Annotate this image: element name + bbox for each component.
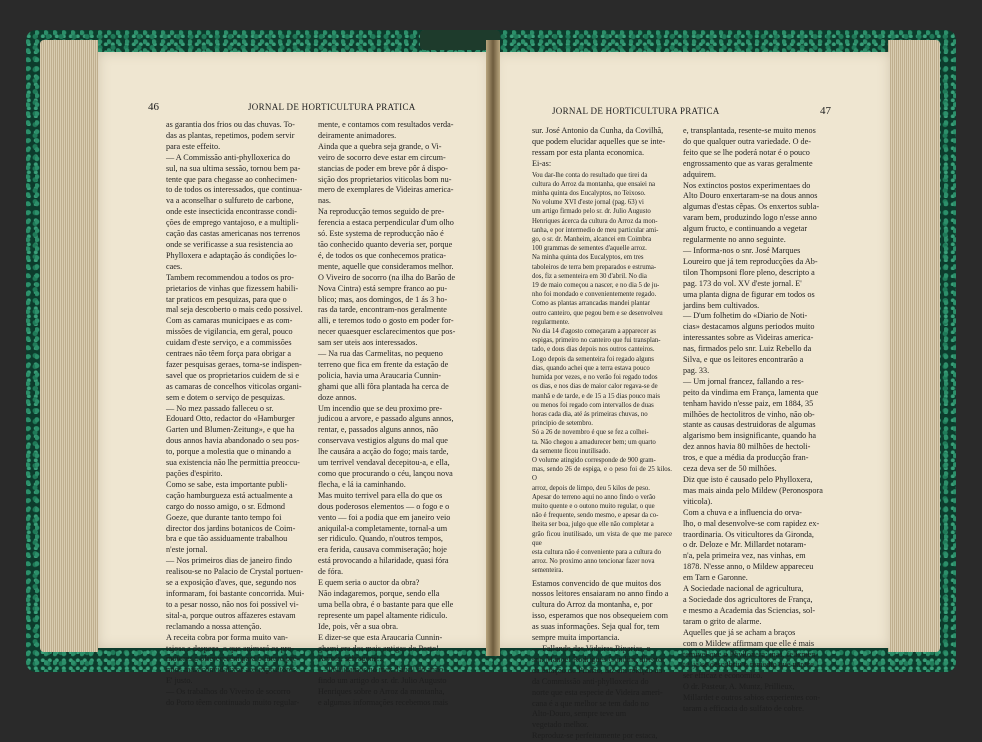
- text-line: nho foi mondado e convenientemente regado.: [532, 291, 657, 299]
- text-line: fazer pesquisas geraes, torna-se indispen-: [166, 359, 302, 369]
- text-line: sempre muita importancia.: [532, 633, 620, 643]
- text-line: Na minha quinta dos Eucalyptos, em tres: [532, 254, 644, 262]
- text-line: Como as plantas arrancadas mandei plantar: [532, 300, 650, 308]
- text-line: Mas muito terrivel para ella do que os: [318, 490, 443, 500]
- text-line: mios mais convidativos aos expositores.: [166, 665, 298, 675]
- text-line: tanha, e por intermedio de meu particular ami-: [532, 226, 659, 234]
- text-line: mente, e contamos com resultados verda-: [318, 120, 454, 129]
- text-line: judicou a arvore, e passado alguns annos,: [318, 414, 454, 424]
- text-line: onde este insecticida encontrasse condi-: [166, 207, 297, 217]
- text-line: um terrivel vendaval decepitou-a, e ella,: [318, 458, 450, 468]
- text-line: — Informa-nos o snr. José Marques: [683, 245, 801, 255]
- text-line: dias, quando achei que a terra estava pouco: [532, 364, 650, 372]
- text-line: — A Commissão anti-phylloxerica do: [166, 152, 291, 162]
- text-line: No dia 14 d'agosto começaram a apparecer as: [532, 328, 657, 336]
- text-line: que podem elucidar aquelles que se inte-: [532, 136, 666, 146]
- text-line: jardins bem cultivados.: [683, 300, 760, 310]
- text-line: — Nos primeiros dias de janeiro findo: [166, 556, 292, 566]
- text-line: 100 grammas de sementes d'aquelle arroz.: [532, 245, 647, 253]
- text-line: va a aconselhar o sulfureto de carbone,: [166, 196, 294, 206]
- text-line: — Publicamos no mez d'abril do anno: [318, 665, 444, 675]
- text-line: Garten und Blumen-Zeitung», e que ha: [166, 425, 295, 435]
- text-line: Estamos convencido de que muitos dos: [532, 578, 661, 588]
- right-page-number: 47: [820, 105, 831, 117]
- text-line: Alto-Douro, sempre teve um: [532, 709, 627, 719]
- text-line: 1878. N'esse anno, o Mildew appareceu: [683, 562, 814, 572]
- text-line: dos, fiz a sementeira em 30 d'abril. No dia: [532, 272, 647, 280]
- text-line: das as plantas, repetimos, podem servir: [166, 130, 295, 140]
- text-line: peito da vindima em França, lamenta que: [683, 387, 819, 397]
- text-line: pag. 173 do vol. XV d'este jornal. E': [683, 278, 802, 288]
- text-line: sementeira.: [532, 567, 564, 575]
- text-line: esta cultura não é conveniente para a cultura do: [532, 548, 662, 556]
- text-line: mero de exemplares de Videiras america-: [318, 185, 454, 195]
- text-line: Aquelles que já se acham a braços: [683, 627, 796, 637]
- text-line: nas.: [318, 196, 331, 206]
- text-line: algumas d'estas cêpas. Os enxertos subla-: [683, 202, 820, 212]
- text-line: para este effeito.: [166, 141, 221, 151]
- text-line: Com a chuva e a influencia do orva-: [683, 507, 802, 517]
- text-line: savel que os proprietarios cuidem de si e: [166, 370, 300, 380]
- text-line: traordinaria. Os viticultores da Gironda,: [683, 529, 814, 539]
- text-line: sul, na sua ultima sessão, tornou bem pa-: [166, 163, 301, 173]
- text-line: te, já se descobriu o remedio que parece: [683, 660, 814, 670]
- page-edges-right: [888, 40, 940, 652]
- text-line: O dr. Pasteur, A. Muntz, Prillieux,: [683, 682, 795, 692]
- text-line: Diz que isto é causado pelo Phylloxera,: [683, 475, 813, 484]
- text-line: horas cada dia, até ás primeiras chuvas, no: [532, 410, 648, 418]
- right-running-head: JORNAL DE HORTICULTURA PRATICA: [552, 106, 720, 116]
- text-line: Goeze, que durante tanto tempo foi: [166, 512, 282, 522]
- left-page-number: 46: [148, 101, 159, 113]
- text-line: muito quente e o outono muito regular, o que: [532, 502, 655, 510]
- text-line: cultura do Arroz da montanha, que ensaiei na: [532, 180, 656, 188]
- text-line: Não indagaremos, porque, sendo ella: [318, 588, 440, 598]
- text-line: arroz. No proximo anno tencionar fazer nova: [532, 558, 655, 566]
- text-line: um artigo firmado pelo sr. dr. Julio Augusto: [532, 208, 651, 216]
- text-line: O volume atingido corresponde de 900 gram-: [532, 456, 656, 464]
- text-line: tilon Thompsoni flore pleno, descripto a: [683, 267, 815, 277]
- text-line: mente, aquelle que consideramos melhor.: [318, 261, 454, 271]
- text-line: arroz, depois de limpo, deu 5 kilos de peso.: [532, 484, 650, 492]
- text-line: stancias de poder em breve pôr á dispo-: [318, 163, 448, 173]
- text-line: tros, e que a média da producção fran-: [683, 453, 809, 463]
- text-line: — Na rua das Carmelitas, no pequeno: [318, 349, 443, 359]
- text-line: ressam por esta planta economica.: [532, 147, 645, 157]
- text-line: cuidam d'este serviço, e a commissões: [166, 338, 292, 348]
- text-line: da semente ficou inutilisado.: [532, 447, 611, 455]
- text-line: como que procurando o céu, lançou nova: [318, 469, 453, 478]
- text-line: conservava vestigios alguns do mal que: [318, 436, 448, 446]
- text-line: ser efficaz e economico.: [683, 671, 763, 681]
- text-line: uma planta digna de figurar em todos os: [683, 289, 815, 299]
- text-line: necer quaesquer esclarecimentos que pos-: [318, 327, 456, 337]
- text-line: to, porque a molestia que o minando a: [166, 447, 292, 457]
- text-line: represente um papel altamente ridiculo.: [318, 610, 448, 620]
- text-line: cação hamburgueza está actualmente a: [166, 490, 293, 500]
- text-line: reclamando a nossa attenção.: [166, 621, 262, 631]
- text-line: não é frequente, sendo mesmo, e apesar da co-: [532, 512, 659, 520]
- text-line: Silva, e que os leitores encontrarão a: [683, 355, 804, 365]
- text-line: está provocando a hilaridade, quasi fóra: [318, 556, 449, 566]
- text-line: Na reproducção temos seguido de pre-: [318, 207, 445, 217]
- text-line: — Um jornal francez, fallando a res-: [683, 376, 804, 386]
- text-line: 19 de maio começou a nascer, e no dia 5 de ju-: [532, 282, 660, 290]
- text-line: Apesar do terreno aqui no anno findo o verão: [532, 493, 656, 501]
- text-line: Vou dar-lhe conta do resultado que tirei da: [532, 171, 648, 179]
- text-line: aniquilal-a completamente, tornal-a um: [318, 523, 448, 533]
- left-running-head: JORNAL DE HORTICULTURA PRATICA: [248, 102, 416, 112]
- text-line: uma bella obra, é o bastante para que elle: [318, 599, 454, 609]
- text-line: ghami era das mais antigas do Porto!..: [318, 643, 444, 653]
- text-line: taboleiros de terra bem preparados e estruma-: [532, 263, 657, 271]
- text-line: ser ridiculo. Quando, n'outros tempos,: [318, 534, 443, 544]
- text-line: cação das castas americanas nos terrenos: [166, 229, 300, 239]
- text-line: sição dos proprietarios viticolas bom nu-: [318, 174, 452, 184]
- text-line: Alto Douro enxertaram-se na dous annos: [683, 191, 818, 201]
- text-line: humida por vezes, e no verão foi regado todos: [532, 374, 658, 382]
- text-line: E' justo.: [166, 676, 193, 686]
- text-line: ta. Não chegou a amadurecer bem; um quarto: [532, 438, 656, 446]
- text-line: Henriques sobre o Arroz da montanha,: [318, 687, 445, 697]
- text-line: Reproduz-se perfeitamente por estaca,: [532, 731, 658, 741]
- text-line: mal seja descoberto o mais cedo possivel.: [166, 305, 303, 315]
- text-line: Arvola, selvagens!..: [318, 654, 384, 664]
- text-line: — Fallando das Videiras Riparias, o: [532, 644, 651, 653]
- text-line: dous annos havia abandonado o seu pos-: [166, 436, 300, 446]
- text-line: A Sociedade nacional de agricultura,: [683, 584, 804, 594]
- text-line: motores a offerecerem para o futuro pre-: [166, 654, 300, 664]
- text-line: se a exposição d'aves, que, segundo nos: [166, 578, 297, 588]
- text-line: do que qualquer outra variedade. O de-: [683, 136, 811, 146]
- text-line: pações d'espirito.: [166, 469, 223, 478]
- text-line: rentar, e, passados alguns annos, não: [318, 425, 439, 435]
- text-line: dous poderosos elementos — o fogo e o: [318, 501, 450, 511]
- text-line: de fóra.: [318, 567, 344, 577]
- text-line: tar praticos em pesquizas, para que o: [166, 294, 287, 304]
- text-line: to de todos os interessados, que continua-: [166, 185, 303, 195]
- text-line: go, o sr. dr. Manheim, alcancei em Coimbra: [532, 236, 652, 244]
- text-line: só. Este systema de reproducção não é: [318, 229, 444, 239]
- text-line: ferencia a estaca perpendicular d'um olho: [318, 218, 454, 228]
- text-line: regularmente no anno seguinte.: [683, 235, 786, 245]
- text-line: tado, e dous dias depois nos outros canteiros.: [532, 346, 655, 354]
- text-line: nossos leitores ensaiaram no anno findo a: [532, 589, 669, 599]
- text-line: manhã e de tarde, e de 15 a 15 dias pouco mais: [532, 392, 660, 400]
- text-line: interessantes sobre as Videiras america-: [683, 333, 814, 343]
- text-line: Edouard Otto, redactor do «Hamburger: [166, 414, 295, 424]
- text-line: e algumas informações recebemos mais: [318, 698, 449, 708]
- text-line: sital-a, porque outros affazeres estavam: [166, 610, 296, 620]
- text-line: snr. Manoel Rodrigues Gondim, director: [532, 654, 665, 664]
- text-line: e mesmo a Academia das Sciencias, sol-: [683, 605, 816, 615]
- text-line: E quem seria o auctor da obra?: [318, 578, 420, 588]
- text-line: ceza deva ser de 50 milhões.: [683, 464, 777, 474]
- text-line: mas, sendo 26 de espiga, e o peso foi de 25 kilos. O: [532, 466, 672, 483]
- text-line: sua existencia não lhe permittia preoccu-: [166, 458, 300, 468]
- text-line: tente que para chegasse ao conhecimen-: [166, 174, 298, 184]
- text-line: missões de vigilancia, em geral, pouco: [166, 327, 293, 337]
- text-line: director dos jardins botanicos de Coim-: [166, 523, 296, 533]
- text-line: E dizer-se que esta Araucaria Cunnin-: [318, 632, 443, 642]
- text-line: espigas, primeiro no canteiro que fui transplan-: [532, 337, 661, 345]
- text-line: bra e que tão assiduamente trabalhou: [166, 534, 288, 544]
- text-line: a Sociedade dos agricultores de França,: [683, 594, 813, 604]
- text-line: tenham havido n'esse paiz, em 1884, 35: [683, 398, 814, 408]
- text-line: algarismo bem insignificante, quando ha: [683, 431, 817, 441]
- text-line: Tambem recommendou a todos os pro-: [166, 272, 294, 282]
- text-line: informaram, foi bastante concorrida. Mui-: [166, 588, 305, 598]
- text-line: adquirem.: [683, 169, 716, 179]
- text-line: do Porto têem continuado muito regular-: [166, 698, 300, 708]
- text-line: vegetado melhor.: [532, 720, 589, 730]
- text-line: findo um artigo do sr. dr. Julio Augusto: [318, 676, 447, 686]
- text-line: tão conhecido quanto deveria ser, porque: [318, 239, 453, 249]
- text-line: lho, o mal desenvolve-se com rapidez ex-: [683, 518, 820, 528]
- text-line: blico; mas, aos domingos, de 1 ás 3 ho-: [318, 294, 448, 304]
- text-line: Ide, pois, vêr a sua obra.: [318, 621, 399, 631]
- text-line: varam bem, produzindo logo n'esse anno: [683, 213, 817, 223]
- text-line: as camaras de concelhos viticolas organi-: [166, 381, 302, 391]
- text-line: Nos extinctos postos experimentaes do: [683, 180, 811, 190]
- text-line: prietarios de vinhas que fizessem habili-: [166, 283, 299, 293]
- text-line: sam ser uteis aos interessados.: [318, 338, 418, 348]
- text-line: as suas informações. Seja qual for, tem: [532, 622, 660, 632]
- text-line: — Os trabalhos do Viveiro de socorro: [166, 687, 291, 697]
- text-line: realisou-se no Palacio de Crystal portuen-: [166, 567, 304, 577]
- text-line: algum fructo, e continuando a vegetar: [683, 224, 808, 234]
- text-line: sur. José Antonio da Cunha, da Covilhã,: [532, 126, 664, 135]
- text-line: isso, esperamos que nos obsequeiem com: [532, 611, 668, 621]
- text-line: Henriques ácerca da cultura do Arroz da mon-: [532, 217, 658, 225]
- text-line: é, de todos os que conhecemos pratica-: [318, 250, 446, 260]
- text-line: Millardet e outros sabios experientes con-: [683, 693, 821, 703]
- text-line: ghami que alli fôra plantada ha cerca de: [318, 381, 449, 391]
- text-line: terreno que fica em frente da estação de: [318, 359, 449, 369]
- text-line: pag. 33.: [683, 365, 710, 375]
- text-line: cias» destacamos alguns periodos muito: [683, 322, 815, 332]
- text-line: caes.: [166, 261, 183, 271]
- text-line: deiramente animadores.: [318, 130, 397, 140]
- text-line: No volume XVI d'este jornal (pag. 63) vi: [532, 199, 644, 207]
- text-line: A receita cobra por forma muito van-: [166, 632, 288, 642]
- text-line: feito que se lhe poderá notar é o pouco: [683, 147, 810, 157]
- text-line: n'a, pela primeira vez, nas vinhas, em: [683, 551, 806, 561]
- left-column-2: [318, 120, 464, 709]
- text-line: sem e dotem o serviço de pesquizas.: [166, 392, 285, 402]
- left-column-1: [166, 120, 311, 709]
- text-line: lheita ser boa, julgo que elle não completar a: [532, 521, 654, 529]
- text-line: os dias, e nos dias de maior calor regava-se de: [532, 383, 658, 391]
- text-line: cultura do Arroz da montanha, e, por: [532, 600, 653, 610]
- text-line: lhe causára a acção do fogo; mais tarde,: [318, 447, 449, 457]
- text-line: — D'um folhetim do «Diario de Noti-: [683, 311, 808, 321]
- text-line: Só a 26 de novembro é que se fez a colhei-: [532, 429, 649, 437]
- right-column-2: [683, 126, 831, 715]
- text-line: stante as causas destruidoras de algumas: [683, 420, 816, 430]
- text-line: Um incendio que se deu proximo pre-: [318, 403, 443, 413]
- right-column-1: [532, 126, 672, 742]
- text-line: o dr. Deloze e Mr. Millardet notaram-: [683, 540, 807, 550]
- text-line: era ferida, causava commiseração; hoje: [318, 545, 447, 555]
- text-line: cana é a que melhor se tem dado no: [532, 698, 649, 708]
- text-line: veiro de socorro deve estar em circum-: [318, 152, 446, 162]
- text-line: onde se verificasse a sua resistencia ao: [166, 239, 293, 249]
- page-edges-left: [40, 40, 98, 652]
- text-line: — No mez passado falleceu o sr.: [166, 403, 274, 413]
- text-line: regularmente.: [532, 318, 570, 326]
- text-line: ções de emprego vantajoso, e a multipli-: [166, 218, 299, 228]
- text-line: Como se sabe, esta importante publi-: [166, 479, 288, 489]
- text-line: alli, e teremos todo o gosto em poder for-: [318, 316, 454, 326]
- text-line: em Tarn e Garonne.: [683, 573, 748, 583]
- text-line: Logo depois da sementeira foi regado alguns: [532, 355, 654, 363]
- text-line: policia, havia uma Araucaria Cunnin-: [318, 370, 441, 380]
- text-line: norte que esta especie de Videira ameri-: [532, 687, 663, 697]
- text-line: com o Mildew affirmam que elle é mais: [683, 638, 815, 648]
- text-line: nas, firmados pelo snr. Luiz Rebello da: [683, 344, 812, 354]
- text-line: da Commissão anti-phylloxerica do: [532, 676, 649, 686]
- text-line: viticola).: [683, 496, 713, 506]
- text-line: flecha, e lá ia caminhando.: [318, 479, 406, 489]
- text-line: minha quinta dos Eucalyptos, no Teixoso.: [532, 190, 646, 198]
- text-line: vento — foi a podia que em janeiro veio: [318, 512, 451, 522]
- text-line: grão ficou inutilisado, um vista de que me parece que: [532, 530, 672, 547]
- text-line: taram o grito de alarme.: [683, 616, 762, 626]
- text-line: taram a efficacia do sulfato de cobre.: [683, 704, 805, 714]
- text-line: principio de setembro.: [532, 420, 593, 428]
- text-line: Phylloxera e adaptação ás condições lo-: [166, 250, 297, 260]
- text-line: Ei-as:: [532, 158, 552, 168]
- text-line: Loureiro que já tem reproducções da Ab-: [683, 256, 818, 266]
- text-line: centraes não têem força para obrigar a: [166, 349, 292, 359]
- text-line: cargo do nosso amigo, o sr. Edmond: [166, 501, 286, 511]
- text-line: to a pesar nosso, não nos foi possivel vi-: [166, 599, 299, 609]
- text-line: ras da tarde, encontram-nos geralmente: [318, 305, 447, 315]
- book-gutter: [486, 40, 500, 656]
- text-line: da estação do Pinhão, diz em relação ao: [532, 665, 663, 675]
- text-line: e, transplantada, resente-se muito menos: [683, 126, 816, 135]
- text-line: dez annos havia 80 milhões de hectoli-: [683, 442, 811, 452]
- text-line: ou menos foi regado com intervallos de duas: [532, 401, 654, 409]
- text-line: temivel que o Phylloxera; mas, felizmen-: [683, 649, 819, 659]
- text-line: outro canteiro, que pegou bem e se desenvolveu: [532, 309, 663, 317]
- text-line: as garantia dos frios ou das chuvas. To-: [166, 120, 295, 129]
- text-line: O Viveiro de socorro (na ilha do Barão de: [318, 272, 456, 282]
- text-line: Nova Cintra) está sempre franco ao pu-: [318, 283, 448, 293]
- text-line: Com as camaras municipaes e as com-: [166, 316, 293, 326]
- text-line: doze annos.: [318, 392, 357, 402]
- text-line: milhões de hectolitros de vinho, não ob-: [683, 409, 815, 419]
- text-line: n'este jornal.: [166, 545, 208, 555]
- text-line: mas mais ainda pelo Mildew (Peronospora: [683, 485, 823, 495]
- text-line: Ainda que a quebra seja grande, o Vi-: [318, 141, 442, 151]
- text-line: engrossamento que as varas geralmente: [683, 158, 813, 168]
- text-line: tajosa a despeza, o que animará os pro-: [166, 643, 295, 653]
